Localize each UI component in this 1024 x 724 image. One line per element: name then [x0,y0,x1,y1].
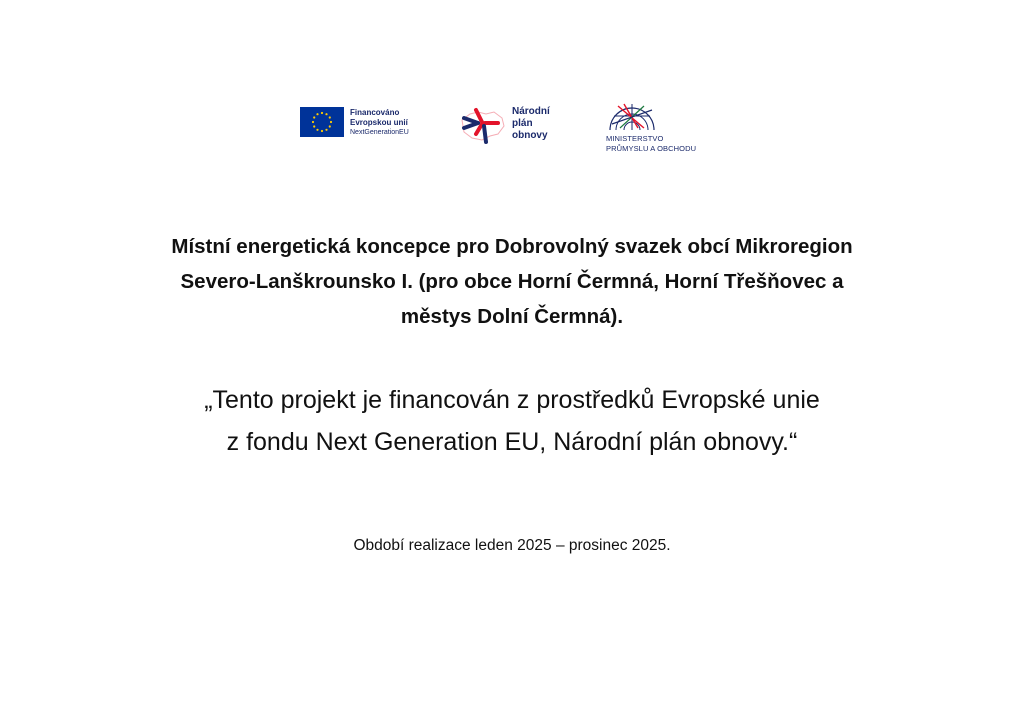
eu-star-icon [312,121,314,123]
npo-logo-line1: Národní [512,106,550,117]
implementation-period: Období realizace leden 2025 – prosinec 2025. [353,537,671,554]
ministry-logo-line2: PRŮMYSLU A OBCHODU [606,144,697,153]
eu-star-icon [321,130,323,132]
eu-funding-logo [300,107,430,143]
document-title-line1: Místní energetická koncepce pro Dobrovolný svazek obcí Mikroregion [171,235,853,258]
eu-star-icon [316,113,318,115]
logo-bar [274,90,752,160]
eu-flag-icon [300,107,344,137]
eu-logo-line3: NextGenerationEU [350,129,409,136]
document-title-line2: Severo-Lanškrounsko I. (pro obce Horní Čermná, Horní Třešňovec a [180,270,844,293]
document-title [60,229,964,334]
eu-star-icon [330,121,332,123]
eu-star-icon [329,116,331,118]
npo-logo-text [512,106,572,142]
ministry-globe-icon [604,98,660,132]
eu-star-icon [325,113,327,115]
npo-logo-line2: plán [512,118,533,129]
eu-star-icon [329,125,331,127]
npo-mark-icon [456,100,508,150]
ministry-logo-text [606,134,696,154]
eu-star-icon [321,112,323,114]
eu-logo-line1: Financováno [350,108,400,117]
eu-logo-text [350,108,430,138]
funding-statement-line1: „Tento projekt je financován z prostředků Evropské unie [204,386,820,414]
national-recovery-plan-logo [456,100,576,150]
funding-statement [60,379,964,463]
ministry-logo [604,98,724,154]
funding-statement-line2: z fondu Next Generation EU, Národní plán obnovy.“ [226,428,798,456]
ministry-logo-line1: MINISTERSTVO [606,134,664,143]
eu-star-icon [325,129,327,131]
eu-star-icon [316,129,318,131]
eu-star-icon [313,116,315,118]
document-title-line3: městys Dolní Čermná). [400,305,624,328]
npo-logo-line3: obnovy [512,130,548,141]
eu-logo-line2: Evropskou unií [350,118,408,127]
eu-star-icon [313,125,315,127]
